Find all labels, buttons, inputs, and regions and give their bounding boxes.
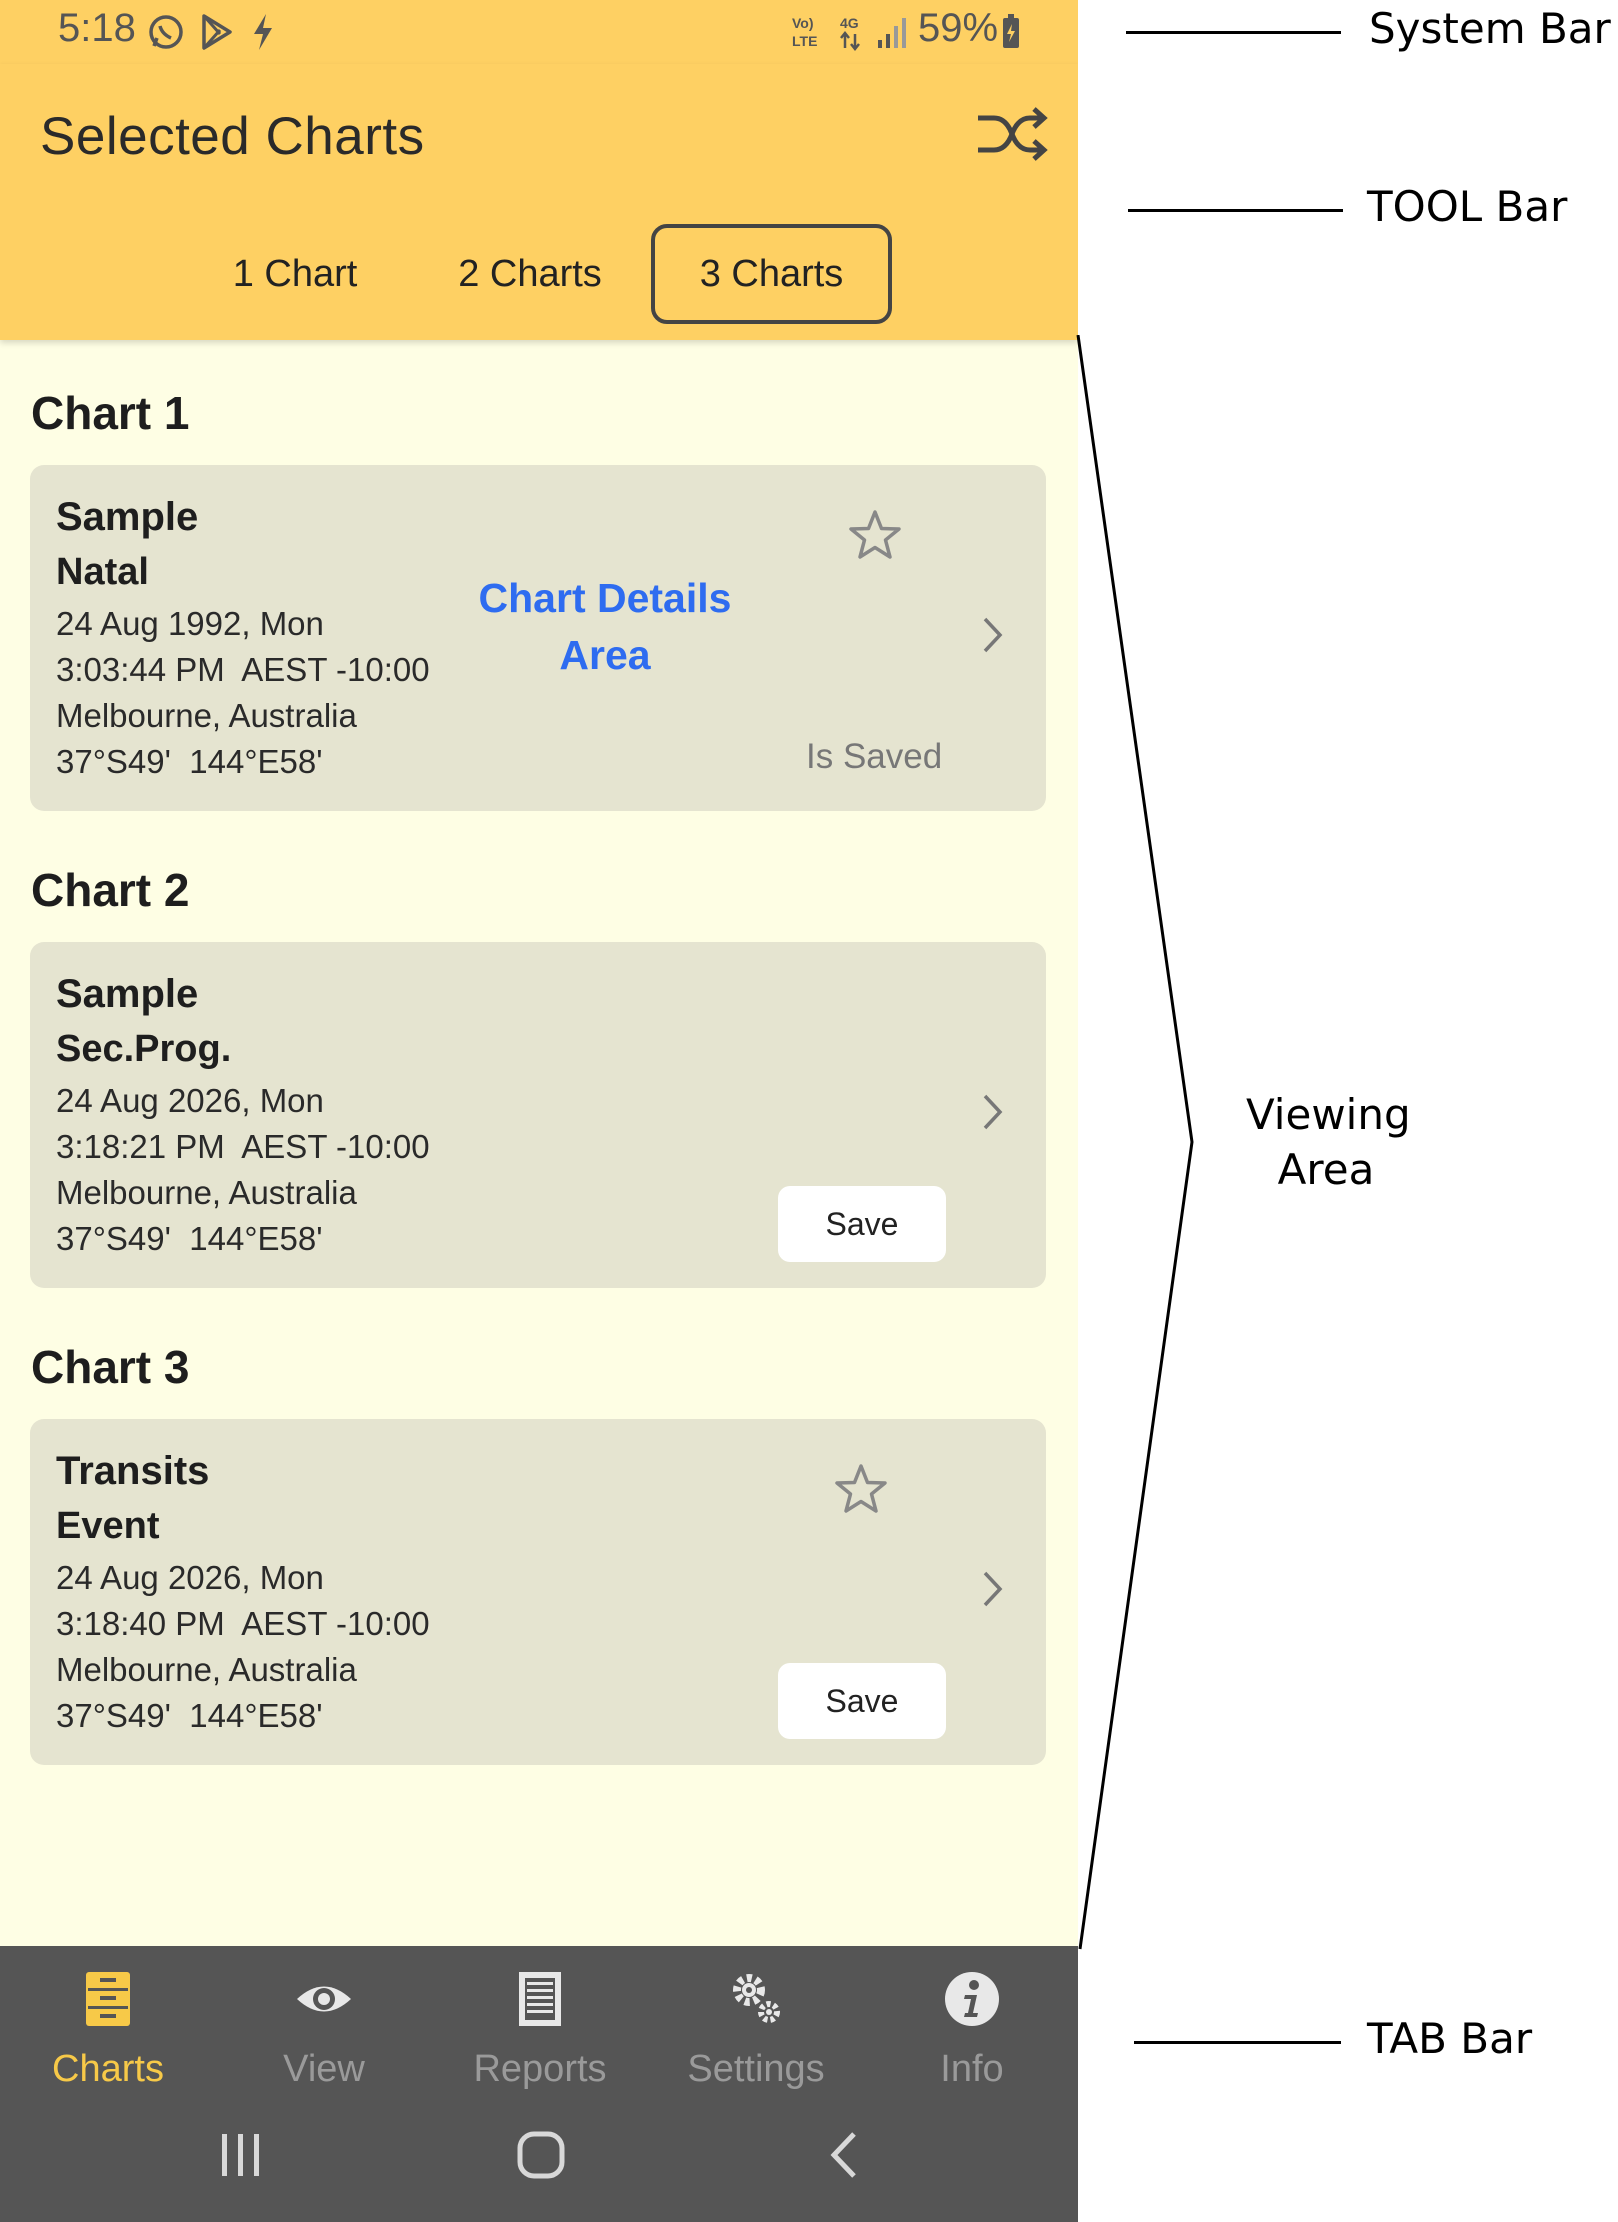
gears-icon xyxy=(727,1970,785,2028)
network-4g-icon xyxy=(838,12,866,52)
tab-label: Reports xyxy=(473,2048,607,2090)
chart-place: Melbourne, Australia xyxy=(56,697,357,734)
chart-name: Sample xyxy=(56,495,199,539)
chart-time: 3:18:21 PM AEST -10:00 xyxy=(56,1128,430,1165)
eye-icon xyxy=(294,1970,354,2028)
volte-icon xyxy=(790,12,824,52)
document-icon xyxy=(517,1970,563,2028)
save-button[interactable]: Save xyxy=(778,1663,946,1739)
chart-place: Melbourne, Australia xyxy=(56,1651,357,1688)
chart-type: Sec.Prog. xyxy=(56,1028,232,1070)
chart-1-heading: Chart 1 xyxy=(31,387,190,439)
chart-date: 24 Aug 1992, Mon xyxy=(56,605,324,642)
tab-view[interactable] xyxy=(216,1946,432,2106)
tool-bar xyxy=(0,64,1078,340)
recents-icon[interactable] xyxy=(218,2130,264,2180)
play-store-icon xyxy=(198,12,234,52)
chevron-right-icon[interactable] xyxy=(980,1092,1006,1132)
chart-coords: 37°S49' 144°E58' xyxy=(56,1220,323,1257)
viewing-area-bracket xyxy=(1076,335,1206,1950)
annotation-line-system-bar xyxy=(1126,31,1341,34)
chart-date: 24 Aug 2026, Mon xyxy=(56,1559,324,1596)
tab-label: Charts xyxy=(52,2048,164,2090)
annotation-viewing-line-1: Viewing xyxy=(1246,1090,1411,1139)
details-label-line-2: Area xyxy=(559,632,651,678)
chart-time: 3:18:40 PM AEST -10:00 xyxy=(56,1605,430,1642)
tab-label: Settings xyxy=(687,2048,825,2090)
annotation-line-tab-bar xyxy=(1134,2041,1341,2044)
status-time: 5:18 xyxy=(58,6,136,50)
segment-1-chart[interactable]: 1 Chart xyxy=(232,252,358,295)
navigation-bar xyxy=(0,2112,1078,2222)
signal-icon xyxy=(876,12,908,52)
chart-name: Transits xyxy=(56,1449,210,1493)
tab-reports[interactable] xyxy=(432,1946,648,2106)
file-cabinet-icon xyxy=(84,1970,132,2028)
chevron-right-icon[interactable] xyxy=(980,1569,1006,1609)
chart-details-area-label xyxy=(460,570,750,684)
chart-3-card[interactable] xyxy=(30,1419,1046,1765)
chart-name: Sample xyxy=(56,972,199,1016)
shuffle-icon[interactable] xyxy=(976,104,1048,164)
star-icon[interactable] xyxy=(848,509,902,561)
tab-settings[interactable] xyxy=(648,1946,864,2106)
save-button[interactable]: Save xyxy=(778,1186,946,1262)
annotation-tool-bar: TOOL Bar xyxy=(1367,182,1568,231)
battery-percent: 59% xyxy=(918,6,999,50)
chart-2-card[interactable] xyxy=(30,942,1046,1288)
svg-text:LTE: LTE xyxy=(792,33,818,49)
battery-charging-icon xyxy=(1000,12,1022,52)
tab-label: Info xyxy=(940,2048,1004,2090)
chart-2-heading: Chart 2 xyxy=(31,864,190,916)
back-icon[interactable] xyxy=(826,2130,862,2180)
chart-date: 24 Aug 2026, Mon xyxy=(56,1082,324,1119)
home-icon[interactable] xyxy=(516,2130,566,2180)
tab-charts[interactable] xyxy=(0,1946,216,2106)
chart-time: 3:03:44 PM AEST -10:00 xyxy=(56,651,430,688)
chevron-right-icon[interactable] xyxy=(980,615,1006,655)
tab-label: View xyxy=(283,2048,365,2090)
details-label-line-1: Chart Details xyxy=(478,575,732,621)
svg-text:Vo): Vo) xyxy=(792,15,814,31)
saved-status: Is Saved xyxy=(806,737,943,776)
annotation-system-bar: System Bar xyxy=(1369,4,1611,53)
whatsapp-icon xyxy=(146,12,186,52)
chart-3-heading: Chart 3 xyxy=(31,1341,190,1393)
annotation-tab-bar: TAB Bar xyxy=(1367,2014,1533,2063)
segment-2-charts[interactable]: 2 Charts xyxy=(458,252,602,295)
chart-coords: 37°S49' 144°E58' xyxy=(56,743,323,780)
page-title: Selected Charts xyxy=(40,107,425,166)
tab-info[interactable] xyxy=(864,1946,1078,2106)
annotation-line-tool-bar xyxy=(1128,209,1343,212)
info-icon xyxy=(943,1970,1001,2028)
annotation-viewing-line-2: Area xyxy=(1277,1145,1375,1194)
chart-type: Natal xyxy=(56,551,149,593)
chart-coords: 37°S49' 144°E58' xyxy=(56,1697,323,1734)
tab-bar xyxy=(0,1946,1078,2222)
svg-text:4G: 4G xyxy=(840,15,859,31)
star-icon[interactable] xyxy=(834,1463,888,1515)
flash-icon xyxy=(250,12,276,52)
chart-type: Event xyxy=(56,1505,160,1547)
annotation-viewing-area xyxy=(1246,1090,1411,1194)
chart-place: Melbourne, Australia xyxy=(56,1174,357,1211)
segment-3-charts[interactable]: 3 Charts xyxy=(651,224,892,324)
status-bar xyxy=(0,0,1078,64)
